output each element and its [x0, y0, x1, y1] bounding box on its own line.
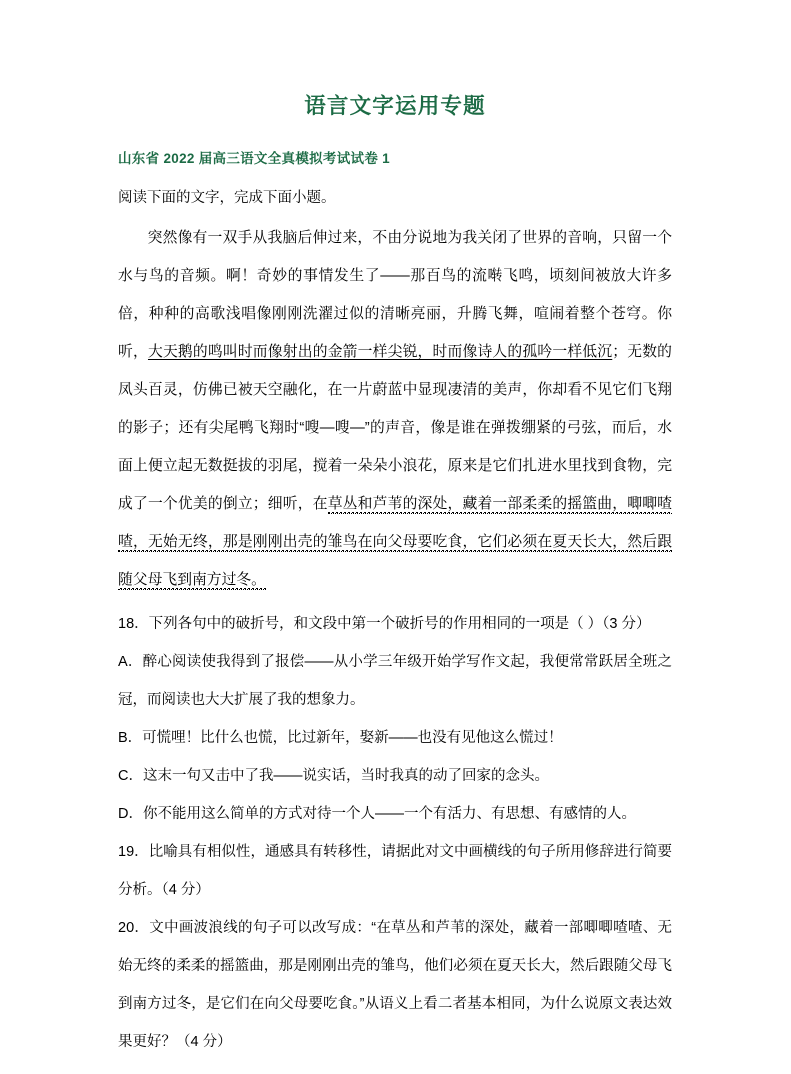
question-18-option-d-label: D．: [118, 806, 143, 822]
question-18-option-b-text: 可慌哩！比什么也慌，比过新年，娶新——也没有见他这么慌过！: [142, 730, 563, 746]
reading-passage: [118, 215, 672, 599]
instruction-text: 阅读下面的文字，完成下面小题。: [118, 190, 336, 206]
passage-underlined-solid: 大天鹅的鸣叫时而像射出的金箭一样尖锐，时而像诗人的孤吟一样低沉: [147, 344, 613, 360]
question-18: [118, 605, 672, 643]
question-19: [118, 833, 672, 909]
page-title: 语言文字运用专题: [304, 94, 486, 118]
question-20: [118, 909, 672, 1061]
passage-underlined-wavy: 草丛和芦苇的深处，藏着一部柔柔的摇篮曲，唧唧喳喳，无始无终，那是刚刚出壳的雏鸟在向父母要吃食，它们必须在夏天长大，然后跟随父母飞到南方过冬。: [118, 496, 672, 588]
question-18-option-c-label: C．: [118, 768, 143, 784]
questions-list: [118, 599, 672, 1061]
question-18-option-a-label: A．: [118, 654, 143, 670]
question-19-number: 19．: [118, 844, 149, 860]
question-18-number: 18．: [118, 616, 149, 632]
question-20-text: 文中画波浪线的句子可以改写成：“在草丛和芦苇的深处，藏着一部唧唧喳喳、无始无终的柔柔的摇篮曲，那是刚刚出壳的雏鸟，他们必须在夏天长大，然后跟随父母飞到南方过冬，是它们在向父母要吃食。”从语义上看二者基本相同，为什么说原文表达效果更好？（4 分）: [118, 920, 672, 1050]
question-18-option-d-text: 你不能用这么简单的方式对待一个人——一个有活力、有思想、有感情的人。: [142, 806, 636, 822]
question-18-option-c-text: 这末一句又击中了我——说实话，当时我真的动了回家的念头。: [142, 768, 549, 784]
source-label: 山东省 2022 届高三语文全真模拟考试试卷 1: [118, 151, 390, 166]
passage-part-2: ；无数的凤头百灵，仿佛已被天空融化，在一片蔚蓝中显现凄清的美声，你却看不见它们飞翔的影子；还有尖尾鸭飞翔时“嗖—嗖—”的声音，像是谁在弹拨绷紧的弓弦，而后，水面上便立起无数挺拔的羽尾，搅着一朵朵小浪花，原来是它们扎进水里找到食物，完成了一个优美的倒立；细听，在: [118, 344, 672, 512]
question-19-text: 比喻具有相似性，通感具有转移性，请据此对文中画横线的句子所用修辞进行简要分析。（4 分）: [118, 844, 672, 898]
question-18-option-c[interactable]: [118, 757, 672, 795]
question-18-option-b[interactable]: [118, 719, 672, 757]
passage-part-1: 突然像有一双手从我脑后伸过来，不由分说地为我关闭了世界的音响，只留一个水与鸟的音频。啊！奇妙的事情发生了——那百鸟的流啭飞鸣，顷刻间被放大许多倍，种种的高歌浅唱像刚刚洗濯过似的清晰亮丽，升腾飞舞，喧闹着整个苍穹。你听，: [118, 230, 672, 360]
question-18-option-b-label: B．: [118, 730, 143, 746]
question-18-option-a[interactable]: [118, 643, 672, 719]
question-18-text: 下列各句中的破折号，和文段中第一个破折号的作用相同的一项是（ ）（3 分）: [148, 616, 651, 632]
question-18-option-a-text: 醉心阅读使我得到了报偿——从小学三年级开始学写作文起，我便常常跃居全班之冠，而阅读也大大扩展了我的想象力。: [118, 654, 672, 708]
question-20-number: 20．: [118, 920, 150, 936]
question-18-option-d[interactable]: [118, 795, 672, 833]
